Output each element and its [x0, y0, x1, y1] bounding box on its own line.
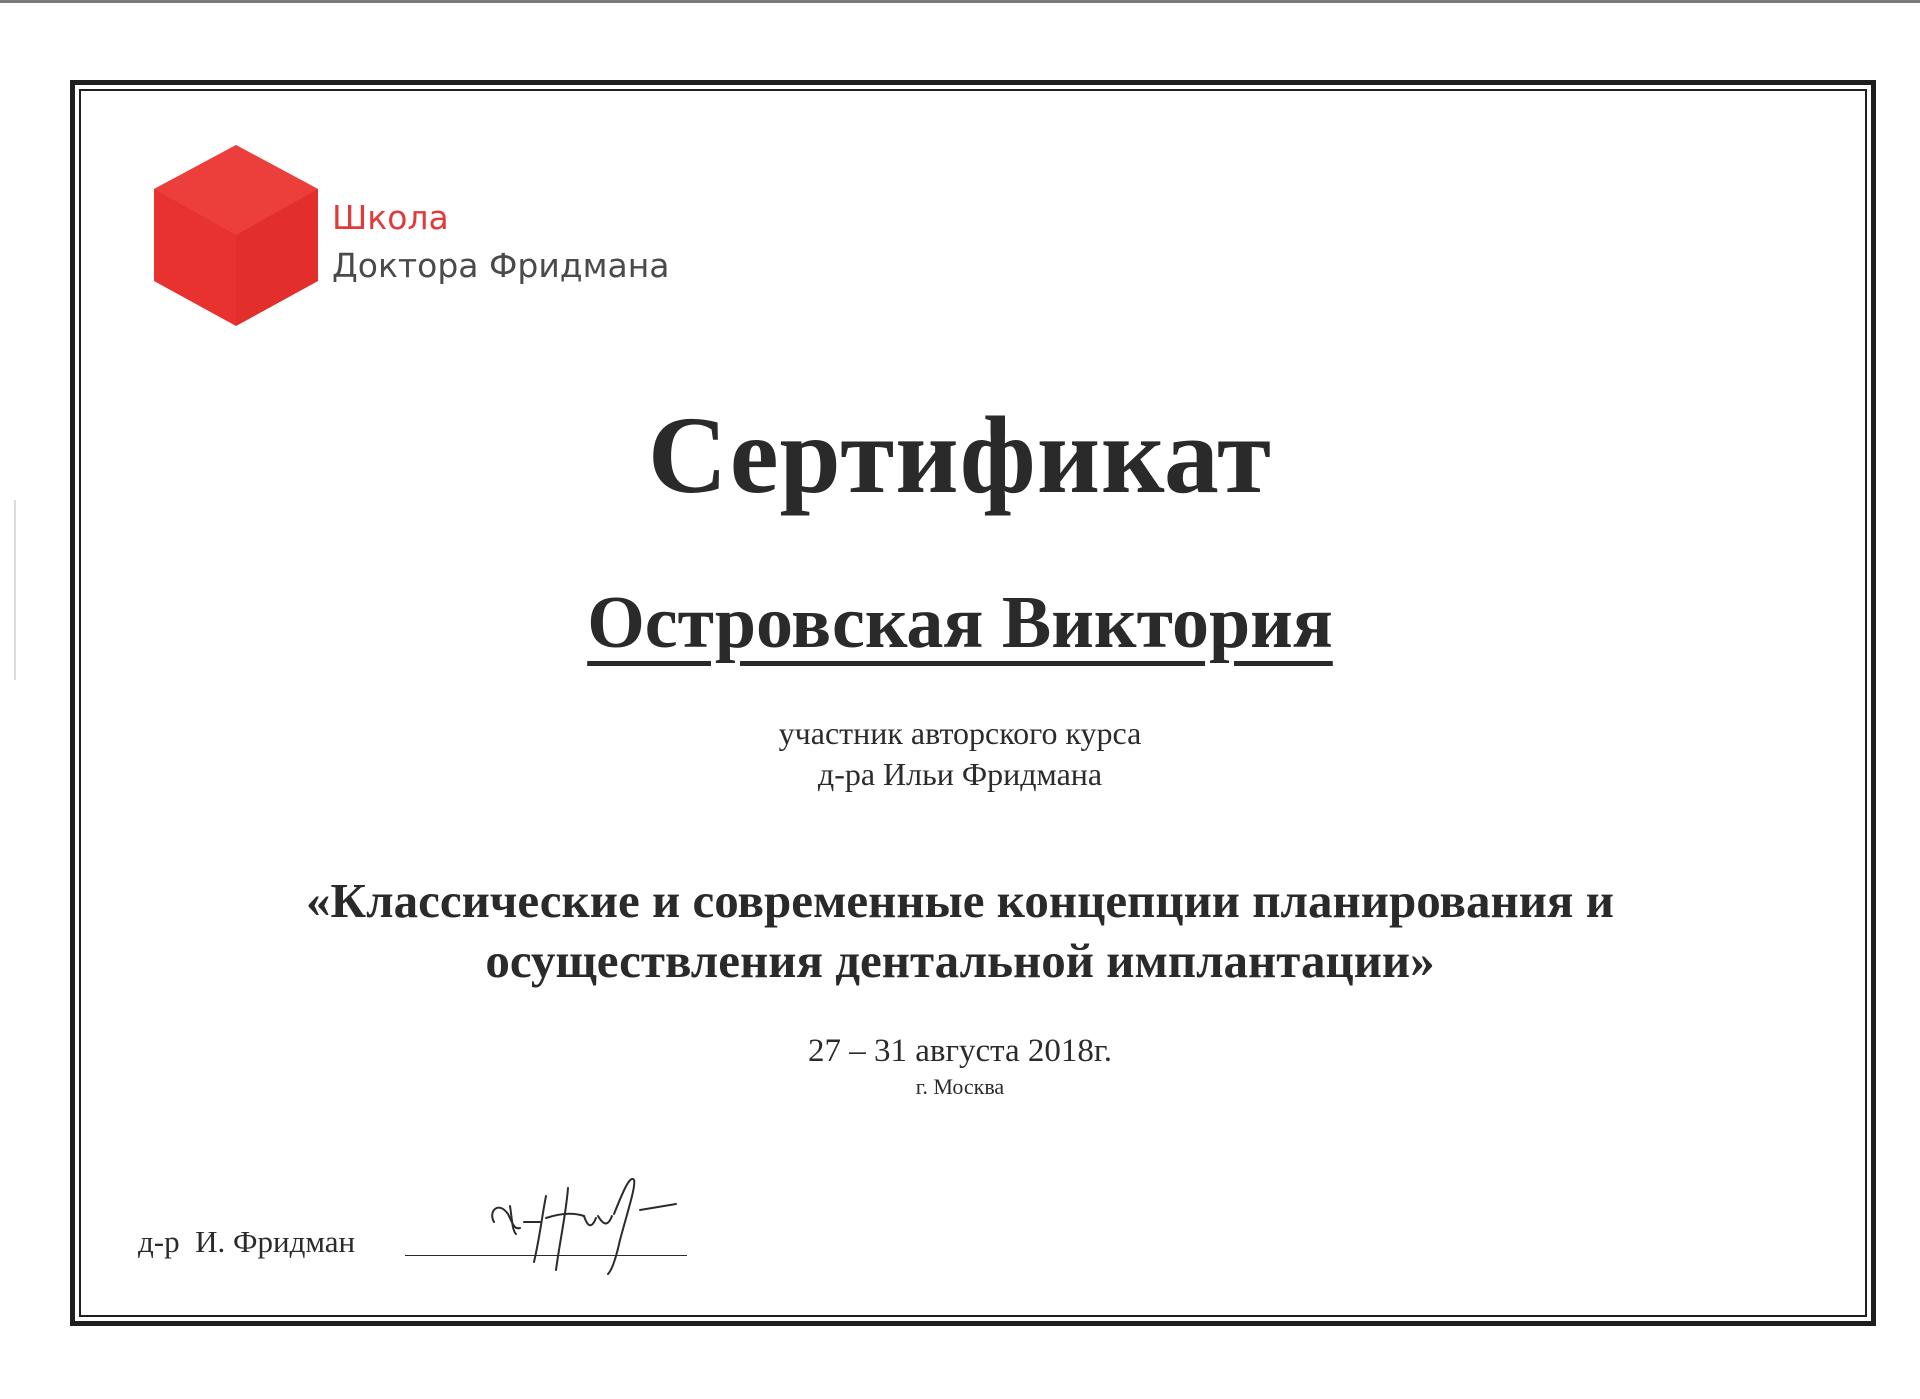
scan-edge-line: [0, 0, 1920, 3]
signer-name: д-р И. Фридман: [138, 1224, 356, 1259]
school-logo-text: [332, 194, 670, 290]
course-title-line-2: осуществления дентальной имплантации»: [485, 933, 1435, 988]
recipient-name: [0, 578, 1920, 668]
logo-line-doctor: Доктора Фридмана: [332, 246, 670, 285]
participant-line-2: д-ра Ильи Фридмана: [817, 756, 1103, 792]
signature-icon: [480, 1170, 700, 1290]
course-city: г. Москва: [915, 1074, 1005, 1099]
course-dates: 27 – 31 августа 2018г.: [808, 1033, 1112, 1069]
certificate-title: Сертификат: [647, 394, 1273, 516]
recipient-name-text: Островская Виктория: [587, 582, 1333, 664]
logo-line-school: Школа: [332, 198, 449, 237]
participant-line-1: участник авторского курса: [778, 715, 1142, 751]
hexagon-logo-icon: [152, 143, 342, 328]
course-title-line-1: «Классические и современные концепции планирования и: [306, 873, 1614, 928]
